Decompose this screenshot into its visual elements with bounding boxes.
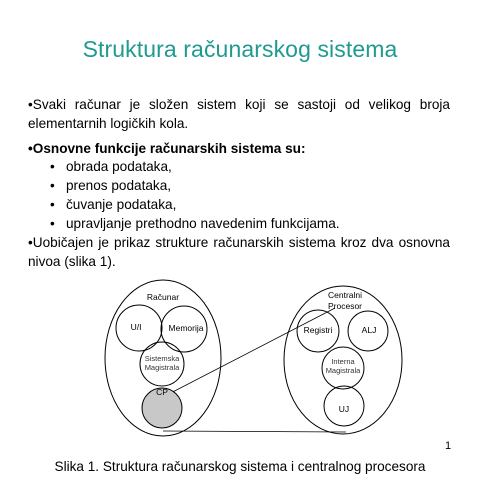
alu-label: ALJ bbox=[361, 325, 377, 335]
list-item: • upravljanje prethodno navedenim funkcijama. bbox=[50, 216, 340, 231]
list-item: • obrada podataka, bbox=[50, 159, 172, 174]
zoom-line-top bbox=[163, 308, 335, 397]
cpu-outer-label-1: Centralni bbox=[327, 290, 363, 300]
figure-caption: Slika 1. Struktura računarskog sistema i centralnog procesora bbox=[54, 459, 426, 474]
bullet-icon: • bbox=[50, 216, 55, 231]
control-unit-label: UJ bbox=[338, 404, 350, 414]
basic-functions-heading: •Osnovne funkcije računarskih sistema su: bbox=[28, 141, 306, 156]
system-bus-label-1: Sistemska bbox=[144, 354, 180, 363]
zoom-line-bottom bbox=[163, 431, 346, 432]
internal-bus-label-2: Magistrala bbox=[325, 366, 361, 375]
cpu-outer-label-2: Procesor bbox=[327, 301, 363, 311]
list-item: • čuvanje podataka, bbox=[50, 197, 177, 212]
memory-label: Memorija bbox=[168, 323, 204, 333]
paragraph-two-levels: •Uobičajen je prikaz strukture računarskih sistema kroz dva osnovna nivoa (slika 1). bbox=[28, 235, 450, 269]
cpu-label: CP bbox=[156, 387, 168, 397]
system-bus-label-2: Magistrala bbox=[144, 363, 180, 372]
registers-label: Registri bbox=[303, 325, 333, 335]
list-item: • prenos podataka, bbox=[50, 178, 172, 193]
bullet-icon: • bbox=[50, 197, 55, 212]
bullet-icon: • bbox=[50, 159, 55, 174]
internal-bus-label-1: Interna bbox=[331, 357, 355, 366]
page-number: 1 bbox=[445, 440, 452, 452]
slide-title: Struktura računarskog sistema bbox=[82, 36, 398, 62]
io-label: U/I bbox=[130, 322, 142, 332]
bullet-icon: • bbox=[50, 178, 55, 193]
paragraph-computer-system: •Svaki računar je složen sistem koji se sastoji od velikog broja elementarnih logičkih kola. bbox=[28, 97, 450, 131]
computer-label: Računar bbox=[146, 292, 180, 302]
